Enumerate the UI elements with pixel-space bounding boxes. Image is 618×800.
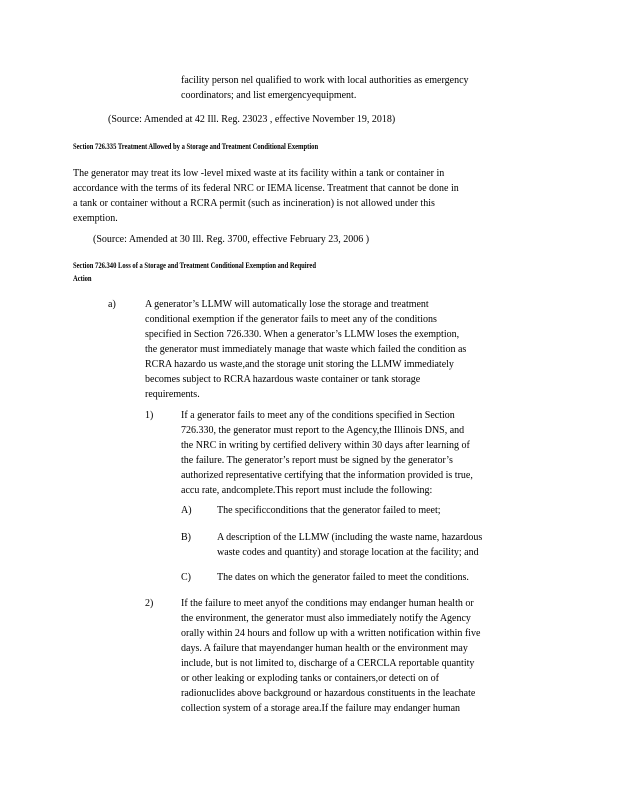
paragraph-line: The generator may treat its low -level mixed waste at its facility within a tank or container in [73,168,445,179]
paragraph-line: accordance with the terms of its federal NRC or IEMA license. Treatment that cannot be done in [73,183,459,194]
item-label: A) [181,505,192,516]
section-heading-continuation: Action [73,274,92,283]
paragraph-line: the failure. The generator’s report must be signed by the generator’s [181,455,453,466]
paragraph-line: coordinators; and list emergencyequipment. [181,90,357,101]
paragraph-line: authorized representative certifying that the information provided is true, [181,470,473,481]
paragraph-line: becomes subject to RCRA hazardous waste container or tank storage [145,374,421,385]
paragraph-line: the environment, the generator must also immediately notify the Agency [181,613,471,624]
paragraph-line: The dates on which the generator failed to meet the conditions. [217,572,469,583]
paragraph-line: the NRC in writing by certified delivery within 30 days after learning of [181,440,470,451]
item-1C-body [217,570,537,585]
paragraph-line: exemption. [73,213,118,224]
paragraph-line: a tank or container without a RCRA permit (such as incineration) is not allowed under this [73,198,435,209]
paragraph-line: orally within 24 hours and follow up with a written notification within five [181,628,481,639]
section-heading: Section 726.340 Loss of a Storage and Treatment Conditional Exemption and Required [73,261,316,270]
item-1A-body [217,503,527,518]
item-label: B) [181,532,191,543]
paragraph-line: include, but is not limited to, discharge of a CERCLA reportable quantity [181,658,475,669]
paragraph-line: waste codes and quantity) and storage location at the facility; and [217,547,479,558]
paragraph-line: accu rate, andcomplete.This report must include the following: [181,485,433,496]
section-heading: Section 726.335 Treatment Allowed by a Storage and Treatment Conditional Exemption [73,142,319,151]
item-2-body [181,596,536,716]
paragraph-line: conditional exemption if the generator fails to meet any of the conditions [145,314,437,325]
continuation-paragraph [181,73,517,103]
item-label: 1) [145,410,154,421]
paragraph-line: A description of the LLMW (including the waste name, hazardous [217,532,483,543]
item-label: a) [108,299,116,310]
paragraph-line: requirements. [145,389,200,400]
paragraph-line: If the failure to meet anyof the conditions may endanger human health or [181,598,474,609]
item-1B-body [217,530,532,560]
paragraph-line: the generator must immediately manage that waste which failed the condition as [145,344,467,355]
paragraph-line: If a generator fails to meet any of the conditions specified in Section [181,410,455,421]
paragraph-line: A generator’s LLMW will automatically lose the storage and treatment [145,299,429,310]
paragraph-line: radionuclides above background or hazardous constituents in the leachate [181,688,476,699]
section-body [73,166,543,226]
paragraph-line: days. A failure that mayendanger human health or the environment may [181,643,468,654]
paragraph-line: 726.330, the generator must report to the Agency,the Illinois DNS, and [181,425,465,436]
paragraph-line: RCRA hazardo us waste,and the storage unit storing the LLMW immediately [145,359,454,370]
item-1-body [181,408,536,498]
item-label: 2) [145,598,154,609]
paragraph-line: or other leaking or exploding tanks or containers,or detecti on of [181,673,439,684]
paragraph-line: The specificconditions that the generator failed to meet; [217,505,441,516]
paragraph-line: facility person nel qualified to work with local authorities as emergency [181,75,469,86]
item-label: C) [181,572,191,583]
source-note: (Source: Amended at 30 Ill. Reg. 3700, effective February 23, 2006 ) [93,234,370,245]
paragraph-line: specified in Section 726.330. When a generator’s LLMW loses the exemption, [145,329,460,340]
item-a-body [145,297,535,402]
source-note: (Source: Amended at 42 Ill. Reg. 23023 , effective November 19, 2018) [108,114,396,125]
paragraph-line: collection system of a storage area.If the failure may endanger human [181,703,461,714]
